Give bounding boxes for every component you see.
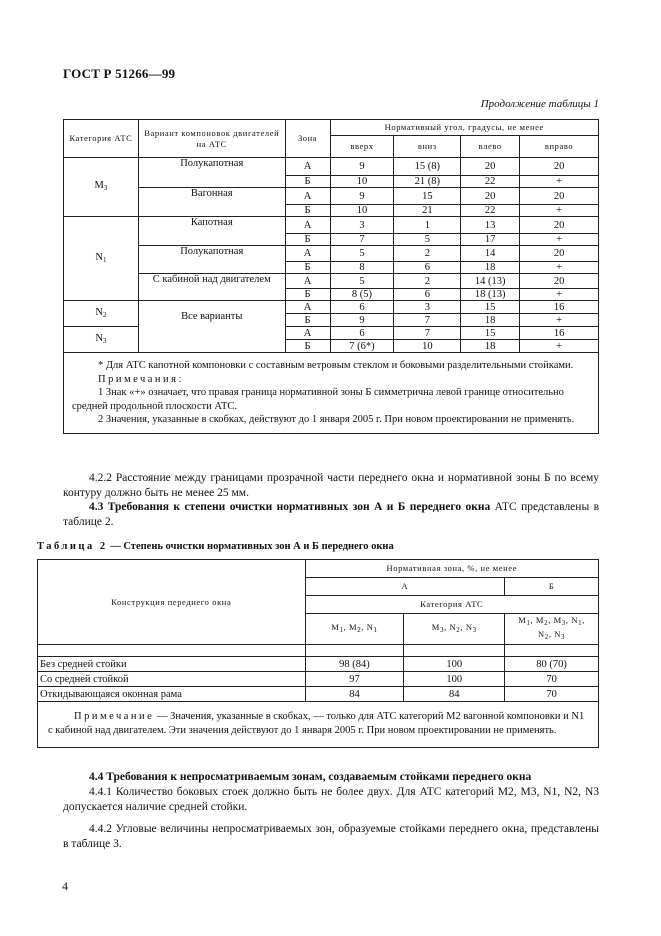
table-cell: + [520, 314, 599, 327]
table-cell: + [520, 176, 599, 188]
table-cell: 97 [305, 672, 404, 687]
col-header-construction: Конструкция переднего окна [38, 560, 306, 645]
table-cell: Б [285, 340, 330, 353]
table-cell: 5 [394, 234, 461, 246]
table-cell: 16 [520, 301, 599, 314]
row-label: Без средней стойки [38, 657, 306, 672]
table-cell: 7 [394, 314, 461, 327]
table-cell: 3 [394, 301, 461, 314]
table-cell: 7 (6*) [330, 340, 394, 353]
table-cell: 18 [461, 314, 520, 327]
col-header-variant: Вариант компоновок двигателей на АТС [138, 120, 285, 158]
note-2: 2 Значения, указанные в скобках, действуют до 1 января 2005 г. При новом проектировании не применять. [98, 414, 575, 425]
table-2-label: Таблица 2 [37, 541, 108, 552]
table-cell: + [520, 340, 599, 353]
category-m3: $M_3$ [64, 158, 139, 217]
table-cell: 10 [330, 176, 394, 188]
table-1-notes [64, 353, 599, 434]
table-cell: Б [285, 289, 330, 301]
table-cell: 2 [394, 246, 461, 262]
row-label: Откидывающаяся оконная рама [38, 687, 306, 702]
table-cell: 20 [520, 246, 599, 262]
note-label: Примечание [74, 711, 155, 722]
table-cell: 6 [330, 301, 394, 314]
table-cell: 84 [404, 687, 505, 702]
table-cell: А [285, 327, 330, 340]
table-cell: 7 [330, 234, 394, 246]
paragraph-4-4-2: 4.4.2 Угловые величины непросматриваемых зон, образуемые стойками переднего окна, представлены в таблице 3. [63, 823, 599, 850]
table-cell: 84 [305, 687, 404, 702]
table-2 [37, 559, 599, 748]
note-1: 1 Знак «+» означает, что правая граница нормативной зоны Б симметрична левой границе относительно средней продольной плоскости АТС. [72, 387, 564, 412]
table-cell: 15 [461, 301, 520, 314]
table-cell: + [520, 289, 599, 301]
table-cell: 1 [394, 217, 461, 234]
col-header-right: вправо [520, 136, 599, 158]
variant-hood: Капотная [138, 217, 285, 246]
table-2-title: — Степень очистки нормативных зон А и Б переднего окна [107, 541, 394, 552]
table-cell: + [520, 234, 599, 246]
table-cell: 6 [394, 289, 461, 301]
col-header-up: вверх [330, 136, 394, 158]
table-cell: 6 [330, 327, 394, 340]
table-cell: 2 [394, 274, 461, 289]
table-cell: 3 [330, 217, 394, 234]
table-cell: А [285, 217, 330, 234]
table-cell: 21 [394, 205, 461, 217]
table-cell: 5 [330, 246, 394, 262]
table-cell: 80 (70) [505, 657, 599, 672]
table-cell: 14 [461, 246, 520, 262]
paragraph-4-3-text: АТС представлены в таблице 2. [63, 501, 600, 528]
document-code: ГОСТ Р 51266—99 [63, 66, 176, 81]
table-cell: Б [285, 234, 330, 246]
col-header-category: Категория АТС [305, 596, 598, 614]
variant-semihood: Полукапотная [138, 158, 285, 188]
category-n2: $N_2$ [64, 301, 139, 327]
table-cell: 5 [330, 274, 394, 289]
table-cell: 18 (13) [461, 289, 520, 301]
table-cell: 14 (13) [461, 274, 520, 289]
table-cell: 9 [330, 188, 394, 205]
col-header-cat-m1-m2-n1: $M_1$, $M_2$, $N_1$ [305, 614, 404, 645]
variant-semihood-n1: Полукапотная [138, 246, 285, 274]
table-cell: 6 [394, 262, 461, 274]
col-header-zone-b: Б [505, 578, 599, 596]
table-cell: Б [285, 314, 330, 327]
col-header-normative-zone: Нормативная зона, %, не менее [305, 560, 598, 578]
table-cell: + [520, 262, 599, 274]
table-cell: 16 [520, 327, 599, 340]
variant-wagon: Вагонная [138, 188, 285, 217]
table-cell: 20 [520, 274, 599, 289]
table-cell: 7 [394, 327, 461, 340]
table-cell: 18 [461, 262, 520, 274]
table-cell: 18 [461, 340, 520, 353]
table-1 [63, 119, 599, 434]
col-header-down: вниз [394, 136, 461, 158]
col-header-zone-a: А [305, 578, 505, 596]
table-cell: 20 [461, 158, 520, 176]
col-header-cat-m3-n2-n3: $M_3$, $N_2$, $N_3$ [404, 614, 505, 645]
table-cell: 8 [330, 262, 394, 274]
table-cell: Б [285, 176, 330, 188]
col-header-zone: Зона [285, 120, 330, 158]
table-cell: 22 [461, 205, 520, 217]
table-cell: 100 [404, 657, 505, 672]
table-cell: 10 [330, 205, 394, 217]
notes-title: Примечания: [98, 373, 184, 385]
table-cell: 15 [461, 327, 520, 340]
table-2-caption [37, 541, 394, 552]
table-continuation-label: Продолжение таблицы 1 [480, 98, 599, 110]
note-text: — Значения, указанные в скобках, — только для АТС категорий M2 вагонной компоновки и N1 с кабиной над двигателем. Эти значения действуют до 1 января 2005 г. При новом проектировании не применять. [48, 711, 585, 736]
row-label: Со средней стойкой [38, 672, 306, 687]
paragraph-4-4-1: 4.4.1 Количество боковых стоек должно быть не более двух. Для АТС категорий M2, M3, N1, N2, N3 допускается наличие средней стойки. [63, 786, 599, 813]
table-cell: 20 [520, 217, 599, 234]
table-cell: 17 [461, 234, 520, 246]
note-star: * Для АТС капотной компоновки с составным ветровым стеклом и боковыми разделительными стойками. [98, 360, 574, 371]
paragraph-4-3-heading: 4.3 Требования к степени очистки нормативных зон А и Б переднего окна [89, 501, 491, 513]
table-cell: 13 [461, 217, 520, 234]
col-header-left: влево [461, 136, 520, 158]
table-cell: 8 (5) [330, 289, 394, 301]
table-cell: А [285, 158, 330, 176]
variant-cab-blank [138, 289, 285, 301]
table-cell: 70 [505, 672, 599, 687]
table-cell: 70 [505, 687, 599, 702]
col-header-angle: Нормативный угол, градусы, не менее [330, 120, 598, 136]
table-cell: 15 (8) [394, 158, 461, 176]
variant-cab-over-engine: С кабиной над двигателем [138, 274, 285, 289]
table-cell: 20 [520, 158, 599, 176]
variant-all: Все варианты [138, 301, 285, 353]
table-2-note [38, 702, 599, 748]
table-cell: 20 [520, 188, 599, 205]
table-cell: 9 [330, 158, 394, 176]
table-cell: 21 (8) [394, 176, 461, 188]
table-cell: 20 [461, 188, 520, 205]
table-cell: 98 (84) [305, 657, 404, 672]
heading-4-4: 4.4 Требования к непросматриваемым зонам, создаваемым стойками переднего окна [89, 771, 532, 783]
table-cell: А [285, 274, 330, 289]
table-cell: А [285, 301, 330, 314]
category-n3: $N_3$ [64, 327, 139, 353]
table-cell: 10 [394, 340, 461, 353]
paragraph-4-3 [63, 500, 599, 529]
col-header-cat-all: $M_1$, $M_2$, $M_3$, $N_1$, $N_2$, $N_3$ [505, 614, 599, 645]
table-cell: 100 [404, 672, 505, 687]
table-cell: 15 [394, 188, 461, 205]
table-cell: А [285, 188, 330, 205]
table-cell: Б [285, 205, 330, 217]
table-cell: 9 [330, 314, 394, 327]
table-cell: 22 [461, 176, 520, 188]
paragraph-4-2-2: 4.2.2 Расстояние между границами прозрачной части переднего окна и нормативной зоны Б по всему контуру должно быть не менее 25 мм. [63, 472, 599, 499]
category-n1: $N_1$ [64, 217, 139, 301]
table-cell: Б [285, 262, 330, 274]
col-header-category: Категория АТС [64, 120, 139, 158]
table-cell: + [520, 205, 599, 217]
table-cell: А [285, 246, 330, 262]
page-number: 4 [62, 879, 68, 893]
